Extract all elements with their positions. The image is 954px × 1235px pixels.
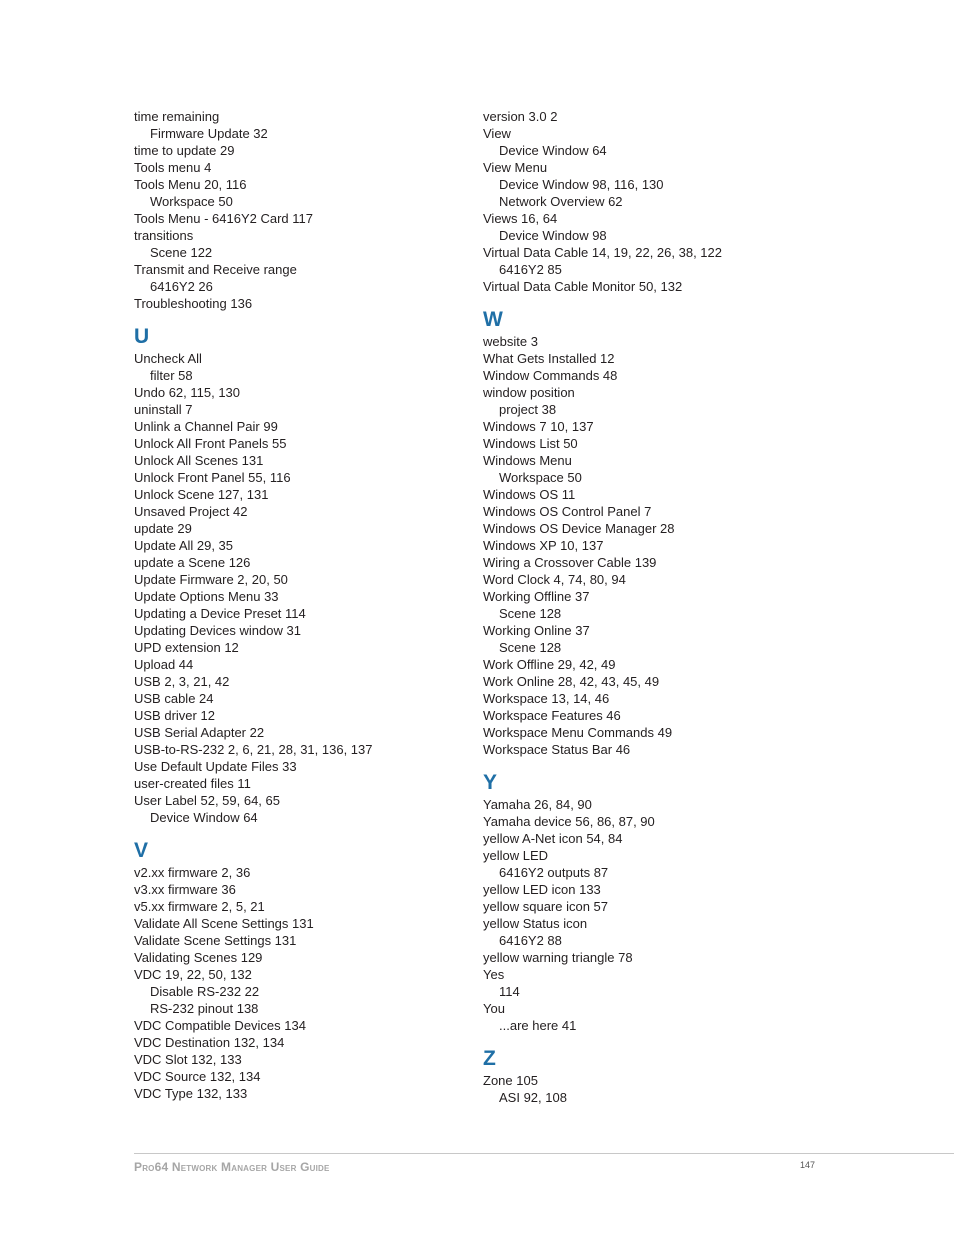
section-letter-heading: V — [134, 839, 149, 862]
index-entry: Virtual Data Cable 14, 19, 22, 26, 38, 122 — [483, 245, 722, 260]
index-subentry: Device Window 98 — [499, 228, 607, 243]
index-subentry: Scene 128 — [499, 606, 562, 621]
index-entry: USB 2, 3, 21, 42 — [134, 674, 230, 689]
index-entry: View Menu — [483, 160, 548, 175]
index-entry: VDC 19, 22, 50, 132 — [134, 967, 252, 982]
index-subentry: RS-232 pinout 138 — [150, 1001, 259, 1016]
index-entry: Yes — [483, 967, 505, 982]
index-entry: update 29 — [134, 521, 192, 536]
index-entry: You — [483, 1001, 505, 1016]
index-entry: time to update 29 — [134, 143, 235, 158]
index-entry: Validating Scenes 129 — [134, 950, 263, 965]
index-entry: User Label 52, 59, 64, 65 — [134, 793, 280, 808]
index-entry: yellow LED — [483, 848, 549, 863]
index-entry: Windows OS 11 — [483, 487, 576, 502]
index-entry: Views 16, 64 — [483, 211, 558, 226]
index-entry: Work Offline 29, 42, 49 — [483, 657, 616, 672]
page-number: 147 — [800, 1160, 816, 1170]
index-entry: yellow warning triangle 78 — [483, 950, 633, 965]
index-subentry: 6416Y2 88 — [499, 933, 562, 948]
index-entry: v2.xx firmware 2, 36 — [134, 865, 251, 880]
index-column-right — [483, 108, 813, 1106]
index-subentry: 6416Y2 85 — [499, 262, 562, 277]
index-entry: Windows 7 10, 137 — [483, 419, 594, 434]
index-subentry: ...are here 41 — [499, 1018, 577, 1033]
index-entry: VDC Type 132, 133 — [134, 1086, 248, 1101]
index-entry: Updating Devices window 31 — [134, 623, 301, 638]
index-entry: Troubleshooting 136 — [134, 296, 253, 311]
index-entry: v5.xx firmware 2, 5, 21 — [134, 899, 265, 914]
index-subentry: Network Overview 62 — [499, 194, 623, 209]
index-subentry: 6416Y2 outputs 87 — [499, 865, 609, 880]
index-entry: Windows OS Control Panel 7 — [483, 504, 652, 519]
section-letter-heading: W — [483, 308, 503, 331]
index-subentry: Device Window 64 — [150, 810, 258, 825]
index-entry: yellow A-Net icon 54, 84 — [483, 831, 623, 846]
index-entry: VDC Compatible Devices 134 — [134, 1018, 306, 1033]
index-entry: Word Clock 4, 74, 80, 94 — [483, 572, 626, 587]
index-entry: Unsaved Project 42 — [134, 504, 248, 519]
index-entry: Wiring a Crossover Cable 139 — [483, 555, 657, 570]
index-entry: Workspace 13, 14, 46 — [483, 691, 610, 706]
index-subentry: project 38 — [499, 402, 557, 417]
index-entry: Windows Menu — [483, 453, 572, 468]
index-entry: Workspace Features 46 — [483, 708, 621, 723]
index-entry: Windows List 50 — [483, 436, 578, 451]
index-entry: USB Serial Adapter 22 — [134, 725, 265, 740]
index-entry: USB cable 24 — [134, 691, 214, 706]
index-entry: VDC Source 132, 134 — [134, 1069, 261, 1084]
index-entry: Working Offline 37 — [483, 589, 590, 604]
index-entry: Work Online 28, 42, 43, 45, 49 — [483, 674, 660, 689]
index-entry: USB driver 12 — [134, 708, 215, 723]
index-entry: Update All 29, 35 — [134, 538, 234, 553]
index-entry: transitions — [134, 228, 194, 243]
index-entry: UPD extension 12 — [134, 640, 239, 655]
index-entry: Tools Menu 20, 116 — [134, 177, 247, 192]
index-subentry: ASI 92, 108 — [499, 1090, 567, 1105]
index-entry: yellow square icon 57 — [483, 899, 609, 914]
index-entry: Tools menu 4 — [134, 160, 212, 175]
index-entry: Working Online 37 — [483, 623, 590, 638]
index-subentry: Scene 128 — [499, 640, 562, 655]
index-entry: uninstall 7 — [134, 402, 193, 417]
index-entry: Zone 105 — [483, 1073, 538, 1088]
index-column-left — [134, 108, 464, 1102]
index-subentry: Workspace 50 — [499, 470, 582, 485]
index-entry: update a Scene 126 — [134, 555, 251, 570]
index-entry: Unlink a Channel Pair 99 — [134, 419, 278, 434]
index-entry: Workspace Status Bar 46 — [483, 742, 631, 757]
index-entry: yellow Status icon — [483, 916, 588, 931]
index-entry: yellow LED icon 133 — [483, 882, 601, 897]
index-entry: Updating a Device Preset 114 — [134, 606, 306, 621]
index-entry: Virtual Data Cable Monitor 50, 132 — [483, 279, 683, 294]
section-letter-heading: U — [134, 325, 150, 348]
index-subentry: filter 58 — [150, 368, 193, 383]
index-entry: Use Default Update Files 33 — [134, 759, 297, 774]
index-subentry: Device Window 64 — [499, 143, 607, 158]
section-letter-heading: Y — [483, 771, 498, 794]
index-entry: Unlock All Scenes 131 — [134, 453, 264, 468]
index-entry: v3.xx firmware 36 — [134, 882, 236, 897]
index-entry: Transmit and Receive range — [134, 262, 297, 277]
index-entry: Validate All Scene Settings 131 — [134, 916, 314, 931]
index-entry: Yamaha 26, 84, 90 — [483, 797, 592, 812]
index-entry: Upload 44 — [134, 657, 194, 672]
section-letter-heading: Z — [483, 1047, 496, 1070]
index-entry: VDC Slot 132, 133 — [134, 1052, 242, 1067]
index-entry: Uncheck All — [134, 351, 202, 366]
index-entry: Yamaha device 56, 86, 87, 90 — [483, 814, 655, 829]
index-entry: Windows OS Device Manager 28 — [483, 521, 675, 536]
index-entry: version 3.0 2 — [483, 109, 558, 124]
index-subentry: Firmware Update 32 — [150, 126, 268, 141]
footer-title: Pro64 Network Manager User Guide — [134, 1160, 330, 1174]
index-entry: user-created files 11 — [134, 776, 251, 791]
index-entry: Undo 62, 115, 130 — [134, 385, 241, 400]
index-entry: Update Options Menu 33 — [134, 589, 279, 604]
index-entry: time remaining — [134, 109, 220, 124]
index-entry: VDC Destination 132, 134 — [134, 1035, 285, 1050]
index-subentry: 114 — [499, 984, 520, 999]
index-entry: website 3 — [483, 334, 538, 349]
index-entry: Workspace Menu Commands 49 — [483, 725, 673, 740]
index-entry: Windows XP 10, 137 — [483, 538, 604, 553]
index-entry: Validate Scene Settings 131 — [134, 933, 297, 948]
index-entry: Unlock Scene 127, 131 — [134, 487, 269, 502]
index-entry: Update Firmware 2, 20, 50 — [134, 572, 288, 587]
index-subentry: Device Window 98, 116, 130 — [499, 177, 664, 192]
index-entry: Unlock Front Panel 55, 116 — [134, 470, 291, 485]
index-subentry: 6416Y2 26 — [150, 279, 213, 294]
index-subentry: Workspace 50 — [150, 194, 233, 209]
index-entry: Tools Menu - 6416Y2 Card 117 — [134, 211, 313, 226]
index-entry: Window Commands 48 — [483, 368, 618, 383]
index-entry: USB-to-RS-232 2, 6, 21, 28, 31, 136, 137 — [134, 742, 373, 757]
index-entry: window position — [483, 385, 575, 400]
index-subentry: Disable RS-232 22 — [150, 984, 260, 999]
index-entry: View — [483, 126, 511, 141]
footer-divider — [134, 1153, 954, 1154]
index-subentry: Scene 122 — [150, 245, 213, 260]
index-entry: Unlock All Front Panels 55 — [134, 436, 287, 451]
index-entry: What Gets Installed 12 — [483, 351, 615, 366]
